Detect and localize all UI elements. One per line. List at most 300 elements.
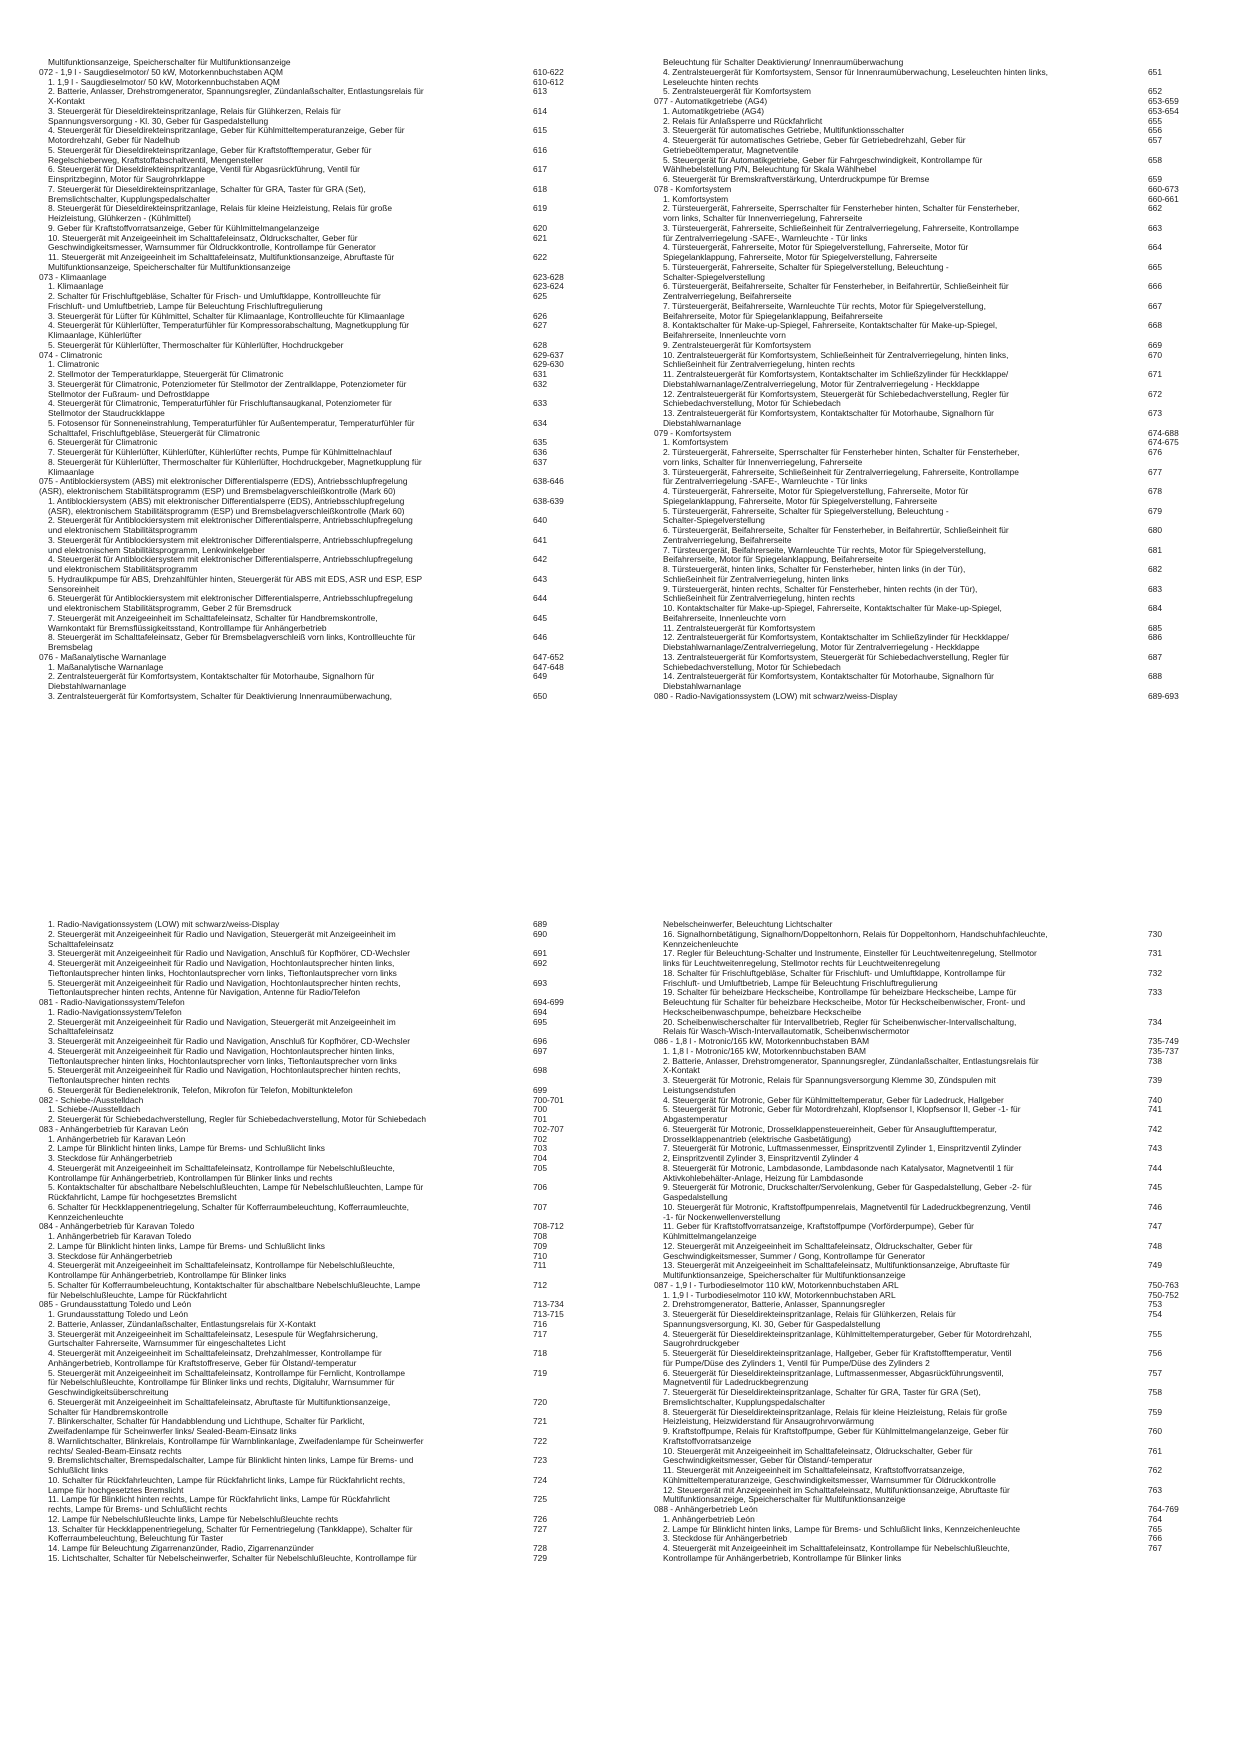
toc-page-number: 753: [1148, 1299, 1162, 1310]
toc-entry-title: 4. Steuergerät mit Anzeigeeinheit für Radio und Navigation, Hochtonlautsprecher hinten links,: [48, 1045, 395, 1056]
toc-page-number: 740: [1148, 1094, 1162, 1105]
toc-entry-title: Schiebedachverstellung, Motor für Schiebedach: [663, 398, 841, 409]
toc-entry-title: 1. Automatikgetriebe (AG4): [663, 105, 765, 116]
toc-entry-title: für Nebelschlußleuchte, Kontrollampe für Blinker links und rechts, Digitaluhr, Warnsummer für: [48, 1377, 395, 1388]
toc-page-number: 646: [533, 632, 547, 643]
toc-list: [39, 58, 599, 702]
toc-page-number: 708-712: [533, 1221, 564, 1232]
toc-entry-title: 081 - Radio-Navigationssystem/Telefon: [39, 997, 185, 1007]
toc-entry-title: 6. Steuergerät für Motronic, Drosselklappensteuereinheit, Geber für Ansauglufttemperatur,: [663, 1123, 997, 1134]
toc-entry-title: 3. Steuergerät für Dieseldirekteinspritzanlage, Relais für Glühkerzen, Relais für: [48, 105, 341, 116]
toc-entry-title: Geschwindigkeitsüberschreitung: [48, 1387, 169, 1397]
toc-entry-title: Motordrehzahl, Geber für Nadelhub: [48, 135, 180, 145]
toc-entry-title: 15. Lichtschalter, Schalter für Nebelscheinwerfer, Schalter für Nebelschlußleuchte, Kontrollampe für: [48, 1552, 417, 1563]
toc-entry-title: 073 - Klimaanlage: [39, 271, 107, 282]
toc-entry-title: Schalttafel, Frischluftgebläse, Steuergerät für Climatronic: [48, 427, 260, 438]
toc-page-number: 716: [533, 1318, 547, 1329]
toc-entry-title: X-Kontakt: [48, 96, 85, 106]
toc-page-number: 766: [1148, 1533, 1162, 1544]
toc-entry-title: Beifahrerseite, Innenleuchte vorn: [663, 330, 786, 340]
toc-page-number: 647-652: [533, 651, 564, 662]
toc-entry-title: 3. Steckdose für Anhängerbetrieb: [48, 1250, 173, 1261]
toc-page-number: 756: [1148, 1348, 1162, 1358]
toc-page-number: 712: [533, 1279, 547, 1290]
toc-section-row: [654, 429, 1214, 439]
toc-entry-title: 8. Warnlichtschalter, Blinkrelais, Kontrollampe für Warnblinkanlage, Zweifadenlampe für Scheinwerfer: [48, 1435, 424, 1446]
toc-page-number: 738: [1148, 1055, 1162, 1066]
toc-page-number: 674-675: [1148, 437, 1179, 448]
toc-page-number: 724: [533, 1474, 547, 1485]
toc-entry-title: 3. Steuergerät für Antiblockiersystem mit elektronischer Differentialsperre, Antriebsschlupfregelung: [48, 534, 413, 545]
toc-page-number: 660-661: [1148, 193, 1179, 204]
toc-entry-row: [654, 930, 1214, 940]
toc-entry-title: (ASR), elektronischem Stabilitätsprogramm (ESP) und Bremsbelagverschleißkontrolle (Mark 60): [39, 486, 396, 496]
toc-page-number: 687: [1148, 651, 1162, 662]
toc-entry-title: 4. Zentralsteuergerät für Komfortsystem, Sensor für Innenraumüberwachung, Leseleuchten hinten links,: [663, 66, 1048, 77]
toc-entry-title: 2. Türsteuergerät, Fahrerseite, Sperrschalter für Fensterheber hinten, Schalter für Fensterheber,: [663, 447, 1020, 457]
toc-page-number: 697: [533, 1045, 547, 1056]
toc-page-number: 698: [533, 1065, 547, 1076]
toc-page-number: 733: [1148, 987, 1162, 998]
toc-entry-title: Stellmotor der Fußraum- und Defrostklappe: [48, 388, 210, 399]
toc-entry-title: Drosselklappenantrieb (elektrische Gasbetätigung): [663, 1133, 852, 1144]
toc-entry-title: 075 - Antiblockiersystem (ABS) mit elektronischer Differentialsperre (EDS), Antriebsschlupfregelung: [39, 476, 408, 487]
toc-page-number: 682: [1148, 564, 1162, 574]
toc-page-number: 631: [533, 369, 547, 379]
toc-entry-title: 8. Steuergerät für Dieseldirekteinspritzanlage, Relais für kleine Heizleistung, Relais für große: [663, 1406, 1008, 1417]
toc-page-number: 755: [1148, 1328, 1162, 1339]
toc-page-number: 759: [1148, 1406, 1162, 1417]
toc-entry-title: 2. Drehstromgenerator, Batterie, Anlasser, Spannungsregler: [663, 1299, 886, 1310]
toc-page-number: 655: [1148, 115, 1162, 126]
toc-entry-title: 5. Steuergerät mit Anzeigeeinheit im Schalttafeleinsatz, Kontrollampe für Fernlicht, Kontrollampe: [48, 1367, 406, 1378]
toc-page-number: 709: [533, 1240, 547, 1251]
toc-list: [39, 920, 599, 1564]
toc-entry-title: 4. Steuergerät mit Anzeigeeinheit im Schalttafeleinsatz, Kontrollampe für Nebelschlußleuchte,: [663, 1543, 1010, 1553]
toc-page-number: 634: [533, 417, 547, 428]
toc-page-number: 713-734: [533, 1299, 564, 1310]
toc-page-number: 689: [533, 919, 547, 929]
toc-page-number: 741: [1148, 1104, 1162, 1115]
toc-page-number: 686: [1148, 632, 1162, 643]
toc-page-number: 719: [533, 1367, 547, 1378]
toc-entry-title: Beleuchtung für Schalter für beheizbare Heckscheibe, Motor für Heckscheibenwischer, Front- und: [663, 997, 1026, 1007]
toc-entry-title: 14. Zentralsteuergerät für Komfortsystem, Kontaktschalter für Motorhaube, Signalhorn für: [663, 671, 994, 682]
toc-page-number: 749: [1148, 1260, 1162, 1271]
toc-page-number: 680: [1148, 525, 1162, 535]
toc-entry-title: 3. Steuergerät für Dieseldirekteinspritzanlage, Relais für Glühkerzen, Relais für: [663, 1309, 956, 1319]
toc-entry-title: 5. Steuergerät für Dieseldirekteinspritzanlage, Hallgeber, Geber für Kraftstofftemperatur, Ventil: [663, 1348, 1012, 1358]
toc-entry-row: [39, 87, 599, 97]
toc-entry-title: 6. Steuergerät für Dieseldirekteinspritzanlage, Luftmassenmesser, Abgasrückführungsventil,: [663, 1367, 1004, 1378]
toc-entry-title: -1- für Nockenwellenverstellung: [663, 1211, 781, 1222]
toc-quadrant-bottom-right: [654, 920, 1214, 1708]
toc-entry-title: Kofferraumbeleuchtung, Beleuchtung für Taster: [48, 1533, 224, 1544]
toc-page-number: 720: [533, 1396, 547, 1407]
toc-entry-title: 1. Anhängerbetrieb für Karavan Toledo: [48, 1231, 192, 1241]
toc-entry-title: Diebstahlwarnanlage/Zentralverriegelung, Motor für Zentralverriegelung - Heckklappe: [663, 378, 980, 389]
toc-entry-title: 2. Batterie, Anlasser, Zündanlaßschalter, Entlastungsrelais für X-Kontakt: [48, 1318, 316, 1329]
toc-page-number: 743: [1148, 1143, 1162, 1154]
toc-entry-title: 2. Relais für Anlaßsperre und Rückfahrlicht: [663, 115, 823, 126]
toc-entry-title: 086 - 1,8 l - Motronic/165 kW, Motorkennbuchstaben BAM: [654, 1036, 870, 1046]
toc-entry-title: 5. Zentralsteuergerät für Komfortsystem: [663, 86, 812, 97]
toc-entry-title: 6. Schalter für Heckklappenentriegelung, Schalter für Kofferraumbeleuchtung, Kofferraumleuchte,: [48, 1201, 409, 1212]
toc-page-number: 659: [1148, 174, 1162, 184]
toc-entry-title: 7. Türsteuergerät, Beifahrerseite, Warnleuchte Tür rechts, Motor für Spiegelverstellung,: [663, 300, 986, 311]
toc-entry-title: 2. Lampe für Blinklicht hinten links, Lampe für Brems- und Schlußlicht links: [48, 1143, 325, 1154]
toc-page-number: 757: [1148, 1367, 1162, 1378]
toc-entry-title: 5. Türsteuergerät, Fahrerseite, Schalter für Spiegelverstellung, Beleuchtung -: [663, 261, 949, 272]
toc-entry-title: 1. Radio-Navigationssystem (LOW) mit schwarz/weiss-Display: [48, 919, 280, 929]
toc-page-number: 688: [1148, 671, 1162, 682]
toc-entry-title: 13. Schalter für Heckklappenentriegelung, Schalter für Fernentriegelung (Tankklappe), Schalter für: [48, 1523, 413, 1534]
toc-page-number: 614: [533, 105, 547, 116]
toc-entry-title: 6. Steuergerät für Bedienelektronik, Telefon, Mikrofon für Telefon, Mobiltunktelefon: [48, 1084, 353, 1095]
toc-entry-title: Geschwindigkeitsmesser, Summer / Gong, Kontrollampe für Generator: [663, 1250, 926, 1261]
toc-entry-title: 18. Schalter für Frischluftgebläse, Schalter für Frischluft- und Umluftklappe, Kontrollampe für: [663, 967, 1006, 978]
toc-page-number: 666: [1148, 281, 1162, 292]
toc-entry-title: 5. Steuergerät für Kühlerlüfter, Thermoschalter für Kühlerlüfter, Hochdruckgeber: [48, 339, 344, 350]
toc-entry-title: 3. Steuergerät für automatisches Getriebe, Multifunktionsschalter: [663, 125, 905, 136]
toc-entry-title: 6. Türsteuergerät, Beifahrerseite, Schalter für Fensterheber, in Beifahrertür, Schließeinheit für: [663, 281, 1009, 292]
toc-entry-title: 6. Steuergerät für Climatronic: [48, 437, 158, 448]
toc-entry-title: 7. Steuergerät für Dieseldirekteinspritzanlage, Schalter für GRA, Taster für GRA (Set),: [663, 1387, 981, 1397]
toc-entry-title: Frischluft- und Umluftbetrieb, Lampe für Beleuchtung Frischluftregulierung: [48, 300, 323, 311]
toc-page-number: 717: [533, 1328, 547, 1339]
toc-entry-title: Regelschieberweg, Kraftstoffabschaltventil, Mengensteller: [48, 154, 263, 165]
toc-quadrant-top-right: [654, 58, 1214, 806]
toc-entry-title: für Pumpe/Düse des Zylinders 1, Ventil für Pumpe/Düse des Zylinders 2: [663, 1357, 930, 1368]
toc-entry-title: 1. 1,8 l - Motronic/165 kW, Motorkennbuchstaben BAM: [663, 1045, 866, 1056]
toc-page-number: 673: [1148, 408, 1162, 418]
toc-entry-title: Schalttafeleinsatz: [48, 938, 114, 949]
toc-entry-title: Frischluft- und Umluftbetrieb, Lampe für Beleuchtung Frischluftregulierung: [663, 977, 938, 988]
toc-entry-title: 5. Steuergerät für Dieseldirekteinspritzanlage, Geber für Kraftstofftemperatur, Geber für: [48, 144, 372, 155]
toc-page-number: 765: [1148, 1523, 1162, 1534]
toc-entry-row: [39, 1554, 599, 1564]
toc-entry-title: 2. Stellmotor der Temperaturklappe, Steuergerät für Climatronic: [48, 369, 284, 379]
toc-entry-title: Zentralverriegelung, Beifahrerseite: [663, 291, 792, 301]
toc-entry-title: Magnetventil für Ladedruckbegrenzung: [663, 1377, 809, 1388]
toc-section-row: [39, 351, 599, 361]
toc-entry-title: 20. Scheibenwischerschalter für Intervallbetrieb, Regler für Scheibenwischer-Intervallschaltung,: [663, 1016, 1017, 1027]
toc-entry-row: [654, 1057, 1214, 1067]
toc-entry-title: 9. Kraftstoffpumpe, Relais für Kraftstoffpumpe, Geber für Kühlmittelmangelanzeige, Geber für: [663, 1426, 1009, 1436]
toc-entry-title: 13. Zentralsteuergerät für Komfortsystem, Steuergerät für Schiebedachverstellung, Regler für: [663, 651, 1009, 662]
toc-page-number: 763: [1148, 1484, 1162, 1495]
toc-entry-title: vorn links, Schalter für Innenverriegelung, Fahrerseite: [663, 456, 863, 467]
toc-entry-row: [654, 419, 1214, 429]
toc-entry-title: 12. Steuergerät mit Anzeigeeinheit im Schalttafeleinsatz, Öldruckschalter, Geber für: [663, 1240, 973, 1251]
toc-entry-title: 8. Kontaktschalter für Make-up-Spiegel, Fahrerseite, Kontaktschalter für Make-up-Spiegel,: [663, 320, 998, 331]
toc-page-number: 746: [1148, 1201, 1162, 1212]
toc-entry-title: 3. Steuergerät mit Anzeigeeinheit im Schalttafeleinsatz, Lesespule für Wegfahrsicherung,: [48, 1328, 378, 1339]
toc-page-number: 626: [533, 310, 547, 321]
toc-page-number: 764: [1148, 1513, 1162, 1524]
toc-page-number: 703: [533, 1143, 547, 1154]
toc-entry-title: 11. Zentralsteuergerät für Komfortsystem, Kontaktschalter im Schließzylinder für Heckklappe/: [663, 369, 1009, 379]
toc-entry-title: und elektronischem Stabilitätsprogramm, Lenkwinkelgeber: [48, 544, 265, 555]
toc-entry-title: Stellmotor der Staudruckklappe: [48, 408, 165, 418]
toc-page-number: 640: [533, 515, 547, 526]
toc-entry-title: 6. Türsteuergerät, Beifahrerseite, Schalter für Fensterheber, in Beifahrertür, Schließeinheit für: [663, 525, 1009, 535]
toc-page-number: 754: [1148, 1309, 1162, 1319]
toc-entry-row: [654, 1183, 1214, 1193]
toc-entry-title: 7. Blinkerschalter, Schalter für Handabblendung und Lichthupe, Schalter für Parklicht,: [48, 1416, 365, 1427]
toc-entry-title: 6. Steuergerät mit Anzeigeeinheit im Schalttafeleinsatz, Abruftaste für Multifunktionsanzeige,: [48, 1396, 391, 1407]
toc-entry-title: rechts/ Sealed-Beam-Einsatz rechts: [48, 1445, 182, 1456]
toc-entry-title: Relais für Wasch-Wisch-Intervallautomatik, Scheibenwischermotor: [663, 1026, 910, 1037]
toc-page-number: 629-630: [533, 359, 564, 370]
toc-entry-title: 4. Steuergerät mit Anzeigeeinheit für Radio und Navigation, Hochtonlautsprecher hinten links,: [48, 958, 395, 968]
toc-page-number: 653-654: [1148, 105, 1179, 116]
toc-page-number: 681: [1148, 544, 1162, 555]
toc-entry-row: [39, 1456, 599, 1466]
toc-entry-title: Zweifadenlampe für Scheinwerfer links/ Sealed-Beam-Einsatz links: [48, 1426, 297, 1436]
toc-entry-title: 4. Steuergerät für Dieseldirekteinspritzanlage, Kühlmitteltemperaturgeber, Geber für Motordrehzahl,: [663, 1328, 1032, 1339]
toc-entry-title: Tieftonlautsprecher hinten links, Hochtonlautsprecher vorn links, Tieftonlautsprecher vorn links: [48, 1055, 397, 1066]
toc-page-number: 637: [533, 456, 547, 467]
toc-page-number: 710: [533, 1250, 547, 1261]
toc-entry-title: 3. Steuergerät mit Anzeigeeinheit für Radio und Navigation, Anschluß für Kopfhörer, CD-Wechsler: [48, 1036, 411, 1046]
toc-entry-title: 7. Steuergerät für Dieseldirekteinspritzanlage, Schalter für GRA, Taster für GRA (Set),: [48, 183, 366, 194]
toc-entry-row: [39, 930, 599, 940]
toc-page-number: 748: [1148, 1240, 1162, 1251]
toc-entry-title: Multifunktionsanzeige, Speicherschalter für Multifunktionsanzeige: [48, 261, 291, 272]
toc-entry-title: 3. Türsteuergerät, Fahrerseite, Schließeinheit für Zentralverriegelung, Fahrerseite, Kontrollampe: [663, 466, 1019, 477]
toc-page-number: 628: [533, 339, 547, 350]
toc-entry-title: Leistungsendstufen: [663, 1084, 736, 1095]
toc-entry-title: 3. Zentralsteuergerät für Komfortsystem, Schalter für Deaktivierung Innenraumüberwachung,: [48, 690, 393, 701]
toc-page-number: 694: [533, 1006, 547, 1017]
toc-entry-title: 3. Steckdose für Anhängerbetrieb: [48, 1153, 173, 1163]
toc-page-number: 702: [533, 1133, 547, 1144]
toc-page-number: 750-752: [1148, 1289, 1179, 1300]
toc-entry-title: 9. Türsteuergerät, hinten rechts, Schalter für Fensterheber, hinten rechts (in der Tür),: [663, 583, 978, 594]
toc-entry-title: Beleuchtung für Schalter Deaktivierung/ Innenraumüberwachung: [663, 57, 904, 67]
toc-page-number: 725: [533, 1494, 547, 1505]
toc-section-row: [654, 692, 1214, 702]
toc-page-number: 767: [1148, 1543, 1162, 1553]
toc-entry-title: Kühlmitteltemperaturanzeige, Geschwindigkeitsmesser, Warnsummer für Öldruckkontrolle: [663, 1474, 996, 1485]
toc-entry-row: [39, 692, 599, 702]
toc-entry-title: 3. Steuergerät für Motronic, Relais für Spannungsversorgung Klemme 30, Zündspulen mit: [663, 1075, 996, 1085]
toc-entry-title: Kontrollampe für Anhängerbetrieb, Kontrollampe für Blinker links: [663, 1552, 902, 1563]
toc-entry-title: 5. Schalter für Kofferraumbeleuchtung, Kontaktschalter für abschaltbare Nebelschlußleuchte, Lampe: [48, 1279, 421, 1290]
toc-entry-title: 11. Zentralsteuergerät für Komfortsystem: [663, 622, 816, 633]
toc-entry-title: 1. 1,9 l - Turbodieselmotor 110 kW, Motorkennbuchstaben ARL: [663, 1289, 896, 1300]
toc-page-number: 721: [533, 1416, 547, 1427]
toc-entry-title: 3. Türsteuergerät, Fahrerseite, Schließeinheit für Zentralverriegelung, Fahrerseite, Kontrollampe: [663, 222, 1019, 233]
toc-page-number: 695: [533, 1016, 547, 1027]
toc-entry-title: Schalter-Spiegelverstellung: [663, 515, 765, 526]
toc-entry-title: 3. Steuergerät für Climatronic, Potenziometer für Stellmotor der Zentralklappe, Potenziometer für: [48, 378, 407, 389]
toc-page-number: 762: [1148, 1465, 1162, 1475]
toc-entry-title: und elektronischem Stabilitätsprogramm, Geber 2 für Bremsdruck: [48, 603, 292, 613]
toc-entry-title: Schließeinheit für Zentralverriegelung, hinten rechts: [663, 359, 855, 370]
toc-entry-title: Wählhebelstellung P/N, Beleuchtung für Skala Wählhebel: [663, 164, 877, 175]
toc-entry-title: Schalter-Spiegelverstellung: [663, 271, 765, 282]
toc-entry-title: 7. Türsteuergerät, Beifahrerseite, Warnleuchte Tür rechts, Motor für Spiegelverstellung,: [663, 544, 986, 555]
toc-entry-title: 079 - Komfortsystem: [654, 427, 732, 438]
toc-page-number: 669: [1148, 339, 1162, 350]
toc-entry-title: 16. Signalhornbetätigung, Signalhorn/Doppeltonhorn, Relais für Doppeltonhorn, Handschuhfachleuchte,: [663, 928, 1048, 939]
toc-page-number: 750-763: [1148, 1279, 1179, 1290]
toc-page-number: 676: [1148, 447, 1162, 457]
toc-entry-title: 072 - 1,9 l - Saugdieselmotor/ 50 kW, Motorkennbuchstaben AQM: [39, 66, 283, 77]
toc-entry-title: 085 - Grundausstattung Toledo und León: [39, 1299, 192, 1310]
toc-page-number: 663: [1148, 222, 1162, 233]
toc-entry-title: 7. Steuergerät für Motronic, Luftmassenmesser, Einspritzventil Zylinder 1, Einspritzventil Zylinder: [663, 1143, 1022, 1154]
toc-page-number: 610-622: [533, 66, 564, 77]
toc-entry-title: 1. Komfortsystem: [663, 437, 729, 448]
toc-page-number: 742: [1148, 1123, 1162, 1134]
toc-entry-title: Bremslichtschalter, Kupplungspedalschalter: [48, 193, 211, 204]
toc-entry-title: 1. Komfortsystem: [663, 193, 729, 204]
toc-entry-title: Multifunktionsanzeige, Speicherschalter für Multifunktionsanzeige: [663, 1494, 906, 1505]
toc-page-number: 632: [533, 378, 547, 389]
toc-entry-title: 078 - Komfortsystem: [654, 183, 732, 194]
toc-entry-title: Leseleuchte hinten rechts: [663, 76, 759, 87]
toc-page-number: 616: [533, 144, 547, 155]
toc-entry-title: für Zentralverriegelung -SAFE-, Warnleuchte - Tür links: [663, 476, 868, 487]
toc-entry-title: 6. Steuergerät für Dieseldirekteinspritzanlage, Ventil für Abgasrückführung, Ventil für: [48, 164, 360, 175]
toc-entry-title: Beifahrerseite, Motor für Spiegelanklappung, Beifahrerseite: [663, 554, 883, 565]
toc-page-number: 644: [533, 593, 547, 604]
toc-page-number: 635: [533, 437, 547, 448]
toc-entry-title: Schlußlicht links: [48, 1465, 109, 1475]
toc-entry-row: [654, 175, 1214, 185]
toc-entry-row: [39, 633, 599, 643]
toc-entry-title: Diebstahlwarnanlage: [663, 417, 742, 428]
toc-entry-title: 9. Geber für Kraftstoffvorratsanzeige, Geber für Kühlmittelmangelanzeige: [48, 222, 320, 233]
toc-entry-title: Tieftonlautsprecher hinten rechts, Antenne für Navigation, Antenne für Radio/Telefon: [48, 987, 361, 998]
toc-entry-title: 5. Türsteuergerät, Fahrerseite, Schalter für Spiegelverstellung, Beleuchtung -: [663, 505, 949, 516]
toc-entry-title: links für Leuchtweitenregelung, Stellmotor rechts für Leuchtweitenregelung: [663, 958, 940, 968]
toc-entry-title: 11. Steuergerät mit Anzeigeeinheit im Schalttafeleinsatz, Kraftstoffvorratsanzeige,: [663, 1465, 965, 1475]
toc-entry-title: 1. Antiblockiersystem (ABS) mit elektronischer Differentialsperre (EDS), Antriebsschlupfregelung: [48, 495, 405, 506]
toc-entry-title: 2. Türsteuergerät, Fahrerseite, Sperrschalter für Fensterheber hinten, Schalter für Fensterheber,: [663, 203, 1020, 214]
toc-page-number: 745: [1148, 1182, 1162, 1193]
toc-entry-title: Spiegelanklappung, Fahrerseite, Motor für Spiegelverstellung, Fahrerseite: [663, 495, 938, 506]
toc-page-number: 674-688: [1148, 427, 1179, 438]
toc-page-number: 707: [533, 1201, 547, 1212]
toc-entry-title: 080 - Radio-Navigationssystem (LOW) mit schwarz/weiss-Display: [654, 690, 898, 701]
toc-entry-title: 4. Steuergerät mit Anzeigeeinheit im Schalttafeleinsatz, Kontrollampe für Nebelschlußleuchte,: [48, 1162, 395, 1173]
toc-page-number: 700-701: [533, 1094, 564, 1105]
toc-page-number: 685: [1148, 622, 1162, 633]
toc-page-number: 731: [1148, 948, 1162, 959]
toc-entry-title: 12. Lampe für Nebelschlußleuchte links, Lampe für Nebelschlußleuchte rechts: [48, 1513, 339, 1524]
toc-entry-row: [39, 1203, 599, 1213]
toc-page-number: 708: [533, 1231, 547, 1241]
toc-page-number: 668: [1148, 320, 1162, 331]
toc-page-number: 652: [1148, 86, 1162, 97]
toc-entry-title: Schiebedachverstellung, Motor für Schiebedach: [663, 661, 841, 672]
toc-page-number: 739: [1148, 1075, 1162, 1085]
toc-page-number: 690: [533, 928, 547, 939]
toc-page-number: 671: [1148, 369, 1162, 379]
toc-page-number: 651: [1148, 66, 1162, 77]
toc-page-number: 727: [533, 1523, 547, 1534]
toc-page-number: 647-648: [533, 661, 564, 672]
toc-page-number: 662: [1148, 203, 1162, 214]
toc-entry-title: 10. Steuergerät mit Anzeigeeinheit im Schalttafeleinsatz, Öldruckschalter, Geber für: [663, 1445, 973, 1456]
toc-entry-title: 4. Steuergerät für Motronic, Geber für Kühlmitteltemperatur, Geber für Ladedruck, Hallgeber: [663, 1094, 1004, 1105]
toc-page-number: 667: [1148, 300, 1162, 311]
toc-page-number: 664: [1148, 242, 1162, 253]
toc-page-number: 692: [533, 958, 547, 968]
toc-entry-title: 2. Steuergerät mit Anzeigeeinheit für Radio und Navigation, Steuergerät mit Anzeigeeinheit im: [48, 1016, 396, 1027]
toc-entry-title: 4. Türsteuergerät, Fahrerseite, Motor für Spiegelverstellung, Fahrerseite, Motor für: [663, 486, 969, 496]
toc-entry-title: 4. Steuergerät für Kühlerlüfter, Temperaturfühler für Kompressorabschaltung, Magnetkupplung für: [48, 320, 410, 331]
toc-entry-title: 1. Schiebe-/Ausstelldach: [48, 1104, 141, 1115]
toc-entry-title: 9. Bremslichtschalter, Bremspedalschalter, Lampe für Blinklicht hinten links, Lampe für Brems- und: [48, 1455, 414, 1466]
toc-entry-title: X-Kontakt: [663, 1065, 700, 1076]
toc-entry-title: 1. Klimaanlage: [48, 281, 104, 292]
toc-entry-title: Schließeinheit für Zentralverriegelung, hinten rechts: [663, 593, 855, 604]
toc-page-number: 706: [533, 1182, 547, 1193]
toc-entry-title: 14. Lampe für Beleuchtung Zigarrenanzünder, Radio, Zigarrenanzünder: [48, 1543, 314, 1553]
toc-entry-title: Beifahrerseite, Motor für Spiegelanklappung, Beifahrerseite: [663, 310, 883, 321]
toc-page-number: 747: [1148, 1221, 1162, 1232]
toc-entry-title: 2. Lampe für Blinklicht hinten links, Lampe für Brems- und Schlußlicht links, Kennzeichenleuchte: [663, 1523, 1021, 1534]
toc-entry-title: 4. Steuergerät mit Anzeigeeinheit im Schalttafeleinsatz, Kontrollampe für Nebelschlußleuchte,: [48, 1260, 395, 1271]
toc-entry-title: 3. Steuergerät für Lüfter für Kühlmittel, Schalter für Klimaanlage, Kontrollleuchte für Klimaanlage: [48, 310, 405, 321]
toc-entry-row: [39, 263, 599, 273]
toc-entry-title: 4. Steuergerät für Antiblockiersystem mit elektronischer Differentialsperre, Antriebsschlupfregelung: [48, 554, 413, 565]
toc-entry-title: Kennzeichenleuchte: [48, 1211, 124, 1222]
toc-section-row: [654, 185, 1214, 195]
toc-entry-title: 11. Geber für Kraftstoffvorratsanzeige, Kraftstoffpumpe (Vorförderpumpe), Geber für: [663, 1221, 974, 1232]
toc-page-number: 670: [1148, 349, 1162, 360]
toc-entry-title: 2. Steuergerät mit Anzeigeeinheit für Radio und Navigation, Steuergerät mit Anzeigeeinheit im: [48, 928, 396, 939]
toc-page-number: 735-749: [1148, 1036, 1179, 1046]
toc-entry-title: Sensoreinheit: [48, 583, 100, 594]
toc-entry-title: Anhängerbetrieb, Kontrollampe für Kraftstoffreserve, Geber für Ölstand/-temperatur: [48, 1357, 357, 1368]
toc-entry-row: [39, 341, 599, 351]
toc-page-number: 730: [1148, 928, 1162, 939]
toc-entry-title: 9. Zentralsteuergerät für Komfortsystem: [663, 339, 812, 350]
toc-entry-title: 12. Steuergerät mit Anzeigeeinheit im Schalttafeleinsatz, Multifunktionsanzeige, Abruftaste für: [663, 1484, 1010, 1495]
toc-entry-title: 1. Anhängerbetrieb für Karavan León: [48, 1133, 186, 1144]
toc-entry-title: 4. Steuergerät mit Anzeigeeinheit im Schalttafeleinsatz, Drehzahlmesser, Kontrollampe für: [48, 1348, 382, 1358]
toc-page-number: 657: [1148, 135, 1162, 145]
toc-entry-row: [654, 1105, 1214, 1115]
toc-entry-title: 13. Zentralsteuergerät für Komfortsystem, Kontaktschalter für Motorhaube, Signalhorn für: [663, 408, 994, 418]
toc-page-number: 678: [1148, 486, 1162, 496]
toc-page-number: 723: [533, 1455, 547, 1466]
toc-entry-title: Nebelscheinwerfer, Beleuchtung Lichtschalter: [663, 919, 833, 929]
toc-entry-title: 077 - Automatikgetriebe (AG4): [654, 96, 768, 106]
toc-entry-title: Kontrollampe für Anhängerbetrieb, Kontrollampe für Blinker links: [48, 1270, 287, 1280]
toc-entry-title: 5. Steuergerät für Automatikgetriebe, Geber für Fahrgeschwindigkeit, Kontrollampe für: [663, 154, 983, 165]
toc-entry-title: 083 - Anhängerbetrieb für Karavan León: [39, 1123, 189, 1134]
toc-page-number: 761: [1148, 1445, 1162, 1456]
toc-entry-title: 12. Zentralsteuergerät für Komfortsystem, Kontaktschalter im Schließzylinder für Heckklappe/: [663, 632, 1009, 643]
toc-page-number: 689-693: [1148, 690, 1179, 701]
toc-entry-title: 5. Hydraulikpumpe für ABS, Drehzahlfühler hinten, Steuergerät für ABS mit EDS, ASR und ESP, ESP: [48, 573, 423, 584]
toc-entry-title: 8. Steuergerät für Motronic, Lambdasonde, Lambdasonde nach Katalysator, Magnetventil 1 für: [663, 1162, 1014, 1173]
toc-entry-title: Spannungsversorgung, Kl. 30, Geber für Gaspedalstellung: [663, 1318, 881, 1329]
toc-page-number: 641: [533, 534, 547, 545]
toc-entry-title: 5. Steuergerät mit Anzeigeeinheit für Radio und Navigation, Hochtonlautsprecher hinten rechts,: [48, 1065, 401, 1076]
toc-page-number: 638-646: [533, 476, 564, 487]
toc-entry-title: 4. Steuergerät für Climatronic, Temperaturfühler für Frischluftansaugkanal, Potenziometer für: [48, 398, 392, 409]
toc-entry-title: 088 - Anhängerbetrieb León: [654, 1504, 758, 1514]
toc-page-number: 623-628: [533, 271, 564, 282]
